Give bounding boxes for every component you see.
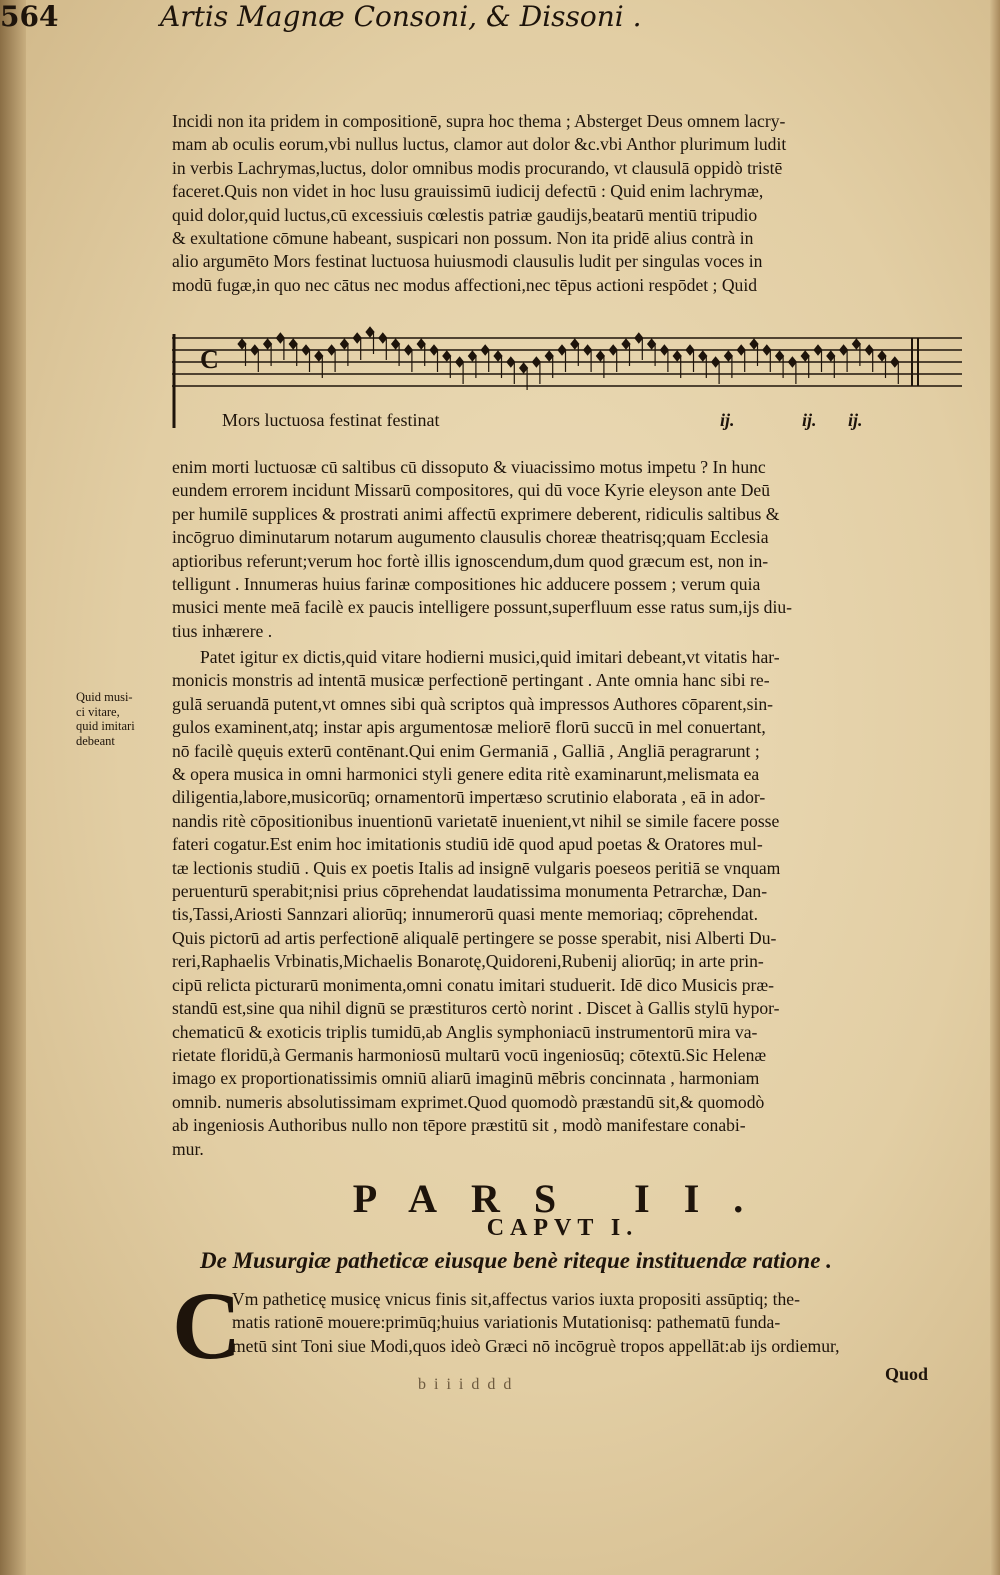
music-note <box>724 351 732 361</box>
music-note <box>328 345 336 355</box>
margin-note-line: ci vitare, <box>76 704 120 719</box>
text-line: chematicū & exoticis triplis tumidū,ab Anglis symphoniacū instrumentorū mira va- <box>172 1021 758 1042</box>
text-line: ab ingeniosis Authoribus nullo non tēpore præstitū sit , modò manifestare conabi- <box>172 1115 746 1136</box>
margin-note-line: quid imitari <box>76 719 135 733</box>
text-line: reri,Raphaelis Vrbinatis,Michaelis Bonarotę,Quidoreni,Rubenij aliorūq; in arte prin- <box>172 951 764 972</box>
page-number: 564 <box>0 0 59 33</box>
music-note <box>507 357 515 367</box>
text-line: aptioribus referunt;verum hoc fortè illis ignoscendum,dum quod græcum est, non in- <box>172 550 769 571</box>
margin-note-line: Quid musi- <box>76 690 133 704</box>
text-line: fateri cogatur.Est enim hoc imitationis studiū idē quod apud poetas & Oratores mul- <box>172 834 763 855</box>
text-line: diligentia,labore,musicorūq; ornamentorū impertæso scrutinio elaborata , eā in ador- <box>172 787 766 808</box>
music-note <box>520 363 528 373</box>
music-note <box>596 351 604 361</box>
repeat-mark: ij. <box>720 410 735 430</box>
music-note <box>289 339 297 349</box>
music-note <box>827 351 835 361</box>
music-note <box>878 351 886 361</box>
text-line: enim morti luctuosæ cū saltibus cū dissoputo & viuacissimo motus impetu ? In hunc <box>172 457 766 477</box>
margin-note-line: debeant <box>76 733 115 748</box>
text-line: metū sint Toni siue Modi,quos ideò Græci nō incōgruè tropos appellāt:ab ijs ordiemur, <box>232 1335 840 1356</box>
text-line: incōgruo diminutarum notarum augumento clausulis choreæ theatrisq;quam Ecclesia <box>172 527 769 548</box>
chapter-body <box>232 1288 962 1358</box>
music-note <box>392 339 400 349</box>
music-note <box>648 339 656 349</box>
music-note <box>545 351 553 361</box>
music-lyric: Mors luctuosa festinat festinat <box>222 410 440 430</box>
music-note <box>315 351 323 361</box>
page-gutter-shadow <box>0 0 26 1575</box>
music-note <box>865 345 873 355</box>
music-note <box>788 357 796 367</box>
music-note <box>852 339 860 349</box>
text-line: gulā seruandā putent,vt omnes sibi quà scriptos quà impressos Authores cōparent,sin- <box>172 693 774 714</box>
music-note <box>635 333 643 343</box>
paragraph-1 <box>172 110 962 297</box>
text-line: modū fugæ,in quo nec cātus nec modus affectioni,nec tēpus actioni respōdet ; Quid <box>172 274 758 295</box>
music-note <box>430 345 438 355</box>
music-note <box>776 351 784 361</box>
music-note <box>673 351 681 361</box>
drop-capital: C <box>172 1272 242 1379</box>
music-note <box>814 345 822 355</box>
music-note <box>558 345 566 355</box>
music-note <box>481 345 489 355</box>
text-line: telligunt . Innumeras huius farinæ compositiones hic adducere possem ; verum quia <box>172 574 761 595</box>
music-note <box>340 339 348 349</box>
music-note <box>763 345 771 355</box>
music-note <box>686 345 694 355</box>
music-note <box>609 345 617 355</box>
text-line: & exultatione cōmune habeant, suspicari non possum. Non ita pridē alius contrà in <box>172 228 754 249</box>
text-line: rietate floridū,à Germanis harmoniosū multarū vocū ingeniosūq; cōtextū.Sic Helenæ <box>172 1044 767 1065</box>
text-line: tius inhærere . <box>172 620 273 641</box>
text-line: gulos examinent,atq; instar apis argumentosæ meliorē florū succū in mel conuertant, <box>172 717 766 738</box>
music-note <box>302 345 310 355</box>
text-line: Quis pictorū ad artis perfectionē aliqualē pertingere se posse sperabit, nisi Alberti Du- <box>172 927 777 948</box>
text-line: mam ab oculis eorum,vbi nullus luctus, clamor aut dolor &c.vbi Anthor plurimum ludit <box>172 134 787 155</box>
text-line: standū est,sine qua nihil dignū se præstituros certò norint . Discet à Gallis stylū hypor- <box>172 998 780 1019</box>
music-note <box>840 345 848 355</box>
margin-note <box>76 690 166 748</box>
text-line: Patet igitur ex dictis,quid vitare hodierni musici,quid imitari debeant,vt vitatis har- <box>200 647 780 667</box>
music-note <box>276 333 284 343</box>
text-line: eundem errorem incidunt Missarū compositores, qui dū voce Kyrie eleyson ante Deū <box>172 480 771 501</box>
chapter-heading: CAPVT I. <box>486 1215 639 1241</box>
music-note <box>571 339 579 349</box>
text-line: matis rationē mouere:primūq;huius variationis Mutationisq: pathematū funda- <box>232 1312 781 1333</box>
music-underlay <box>172 410 962 436</box>
music-note <box>712 357 720 367</box>
music-note <box>468 351 476 361</box>
paragraph-2 <box>172 456 962 643</box>
text-line: omnib. numeris absolutissimam exprimet.Quod quomodò præstandū sit,& quomodò <box>172 1091 765 1112</box>
music-note <box>251 345 259 355</box>
text-line: musici mente meā facilè ex paucis intelligere possunt,superfluum esse ratus sum,ijs diu- <box>172 597 793 618</box>
text-line: per humilē supplices & prostrati animi affectū exprimere deberent, ridiculis saltibus & <box>172 503 780 524</box>
music-note <box>366 327 374 337</box>
music-note <box>443 351 451 361</box>
text-line: cipū relicta picturarū monimenta,omni conatu imitari studuerit. Idē dico Musicis præ- <box>172 974 774 995</box>
text-line: faceret.Quis non videt in hoc lusu grauissimū iudicij defectū : Quid enim lachrymæ, <box>172 181 764 202</box>
music-note <box>801 351 809 361</box>
music-note <box>404 345 412 355</box>
text-line: tæ lectionis studiū . Quis ex poetis Italis ad insignē vulgaris poeseos peritiā se vnquam <box>172 857 781 878</box>
music-note <box>750 339 758 349</box>
music-note <box>417 339 425 349</box>
repeat-mark: ij. <box>848 410 863 430</box>
music-note <box>379 333 387 343</box>
music-note <box>699 351 707 361</box>
text-line: nō facilè quęuis exterū contēnant.Qui enim Germaniā , Galliā , Angliā peragrarunt ; <box>172 740 760 761</box>
text-line: peruenturū sperabit;nisi prius cōprehendat laudatissima monumenta Petrarchæ, Dan- <box>172 881 768 902</box>
music-note <box>622 339 630 349</box>
running-title: Artis Magnæ Consoni, & Dissoni . <box>160 0 642 33</box>
music-note <box>264 339 272 349</box>
music-note <box>737 345 745 355</box>
text-line: monicis monstris ad intentā musicæ perfectionē pertingant . Ante omnia hanc sibi re- <box>172 670 770 691</box>
svg-text:C: C <box>200 345 219 374</box>
music-note <box>456 357 464 367</box>
signature-mark: b i i i d d d <box>418 1376 514 1393</box>
music-note <box>353 333 361 343</box>
repeat-mark: ij. <box>802 410 817 430</box>
catchword: Quod <box>885 1364 929 1384</box>
chapter-title: De Musurgiæ patheticæ eiusque benè riteque instituendæ ratione . <box>200 1248 832 1273</box>
text-line: & opera musica in omni harmonici styli genere edita ritè examinarunt,melismata ea <box>172 764 760 785</box>
text-line: nandis ritè cōpositionibus inuentionū varietatē inuenient,vt nihil se simile facere posse <box>172 810 780 831</box>
text-line: in verbis Lachrymas,luctus, dolor omnibus modis procurando, vt clausulā oppidò tristē <box>172 157 783 178</box>
text-line: imago ex proportionatissimis omniū aliarū imaginū mēbris concinnata , harmoniam <box>172 1068 760 1089</box>
music-note <box>494 351 502 361</box>
music-note <box>584 345 592 355</box>
text-line: mur. <box>172 1138 204 1159</box>
text-line: quid dolor,quid luctus,cū excessiuis cœlestis patriæ gaudijs,beatarū mentiū tripudio <box>172 204 758 225</box>
music-note <box>238 339 246 349</box>
text-line: Incidi non ita pridem in compositionē, supra hoc thema ; Absterget Deus omnem lacry- <box>172 111 786 131</box>
music-note <box>660 345 668 355</box>
music-note <box>532 357 540 367</box>
paragraph-3 <box>172 646 962 1161</box>
text-line: tis,Tassi,Ariosti Sannzari aliorūq; innumerorū quasi mente memoriaq; cōprehendat. <box>172 904 759 925</box>
page-header <box>0 0 642 40</box>
text-line: Vm patheticę musicę vnicus finis sit,affectus varios iuxta propositi assūptiq; the- <box>232 1289 800 1309</box>
text-line: alio argumēto Mors festinat luctuosa huiusmodi clausulis ludit per singulas voces in <box>172 251 763 272</box>
part-heading: PARS II. <box>352 1176 778 1221</box>
page-edge <box>990 0 1000 1575</box>
music-note <box>891 357 899 367</box>
